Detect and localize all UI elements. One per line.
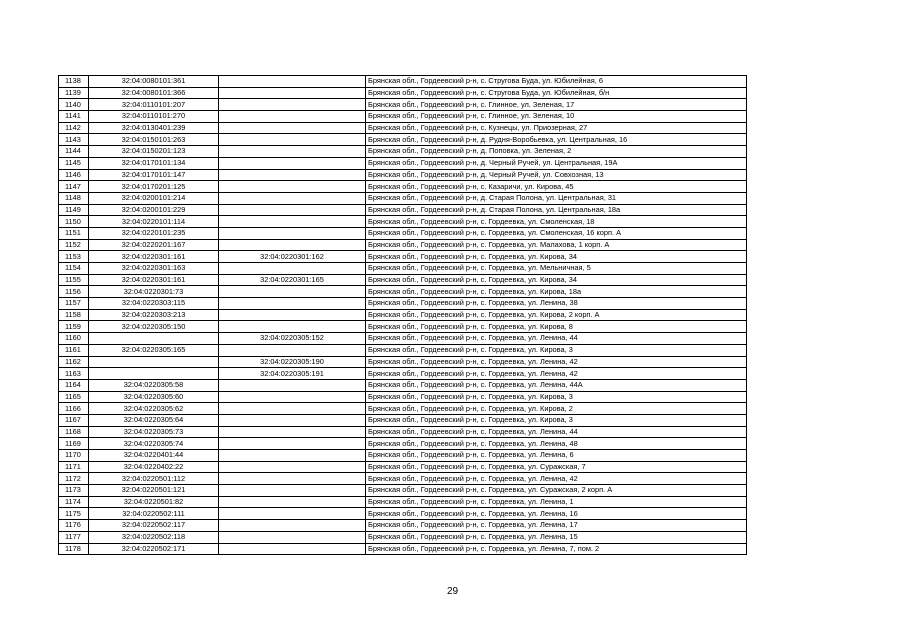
address-cell: Брянская обл., Гордеевский р-н, с. Гордеевка, ул. Ленина, 42 <box>366 473 747 485</box>
related-cadastral-number-cell <box>219 344 366 356</box>
row-number-cell: 1177 <box>59 531 89 543</box>
address-cell: Брянская обл., Гордеевский р-н, с. Гордеевка, ул. Ленина, 1 <box>366 496 747 508</box>
address-cell: Брянская обл., Гордеевский р-н, с. Гордеевка, ул. Ленина, 44 <box>366 333 747 345</box>
table-row <box>59 473 747 485</box>
address-cell: Брянская обл., Гордеевский р-н, с. Гордеевка, ул. Кирова, 34 <box>366 274 747 286</box>
table-row <box>59 508 747 520</box>
related-cadastral-number-cell <box>219 414 366 426</box>
row-number-cell: 1167 <box>59 414 89 426</box>
cadastral-number-cell: 32:04:0220201:167 <box>89 239 219 251</box>
address-cell: Брянская обл., Гордеевский р-н, с. Гордеевка, ул. Ленина, 44А <box>366 379 747 391</box>
address-cell: Брянская обл., Гордеевский р-н, с. Гордеевка, ул. Суражская, 2 корп. А <box>366 485 747 497</box>
cadastral-number-cell <box>89 356 219 368</box>
row-number-cell: 1166 <box>59 403 89 415</box>
address-cell: Брянская обл., Гордеевский р-н, с. Гордеевка, ул. Ленина, 17 <box>366 520 747 532</box>
row-number-cell: 1173 <box>59 485 89 497</box>
cadastral-number-cell: 32:04:0080101:366 <box>89 87 219 99</box>
address-cell: Брянская обл., Гордеевский р-н, с. Гордеевка, ул. Кирова, 8 <box>366 321 747 333</box>
table-row <box>59 344 747 356</box>
cadastral-number-cell <box>89 368 219 380</box>
table-row <box>59 520 747 532</box>
cadastral-number-cell: 32:04:0110101:207 <box>89 99 219 111</box>
related-cadastral-number-cell <box>219 263 366 275</box>
cadastral-number-cell: 32:04:0220301:163 <box>89 263 219 275</box>
cadastral-number-cell: 32:04:0220501:112 <box>89 473 219 485</box>
table-row <box>59 263 747 275</box>
cadastral-number-cell: 32:04:0220305:62 <box>89 403 219 415</box>
address-cell: Брянская обл., Гордеевский р-н, с. Гордеевка, ул. Суражская, 7 <box>366 461 747 473</box>
related-cadastral-number-cell <box>219 204 366 216</box>
address-cell: Брянская обл., Гордеевский р-н, с. Кузнецы, ул. Приозерная, 27 <box>366 122 747 134</box>
related-cadastral-number-cell <box>219 169 366 181</box>
table-row <box>59 157 747 169</box>
address-cell: Брянская обл., Гордеевский р-н, с. Гордеевка, ул. Ленина, 42 <box>366 356 747 368</box>
cadastral-number-cell: 32:04:0220303:115 <box>89 298 219 310</box>
table-row <box>59 146 747 158</box>
row-number-cell: 1172 <box>59 473 89 485</box>
related-cadastral-number-cell <box>219 111 366 123</box>
cadastral-number-cell: 32:04:0220305:60 <box>89 391 219 403</box>
related-cadastral-number-cell <box>219 239 366 251</box>
related-cadastral-number-cell <box>219 520 366 532</box>
table-row <box>59 450 747 462</box>
related-cadastral-number-cell: 32:04:0220305:152 <box>219 333 366 345</box>
address-cell: Брянская обл., Гордеевский р-н, д. Рудня-Воробьевка, ул. Центральная, 16 <box>366 134 747 146</box>
related-cadastral-number-cell <box>219 473 366 485</box>
table-row <box>59 274 747 286</box>
table-row <box>59 122 747 134</box>
table-row <box>59 239 747 251</box>
address-cell: Брянская обл., Гордеевский р-н, с. Стругова Буда, ул. Юбилейная, 6 <box>366 76 747 88</box>
row-number-cell: 1143 <box>59 134 89 146</box>
address-cell: Брянская обл., Гордеевский р-н, с. Глинное, ул. Зеленая, 17 <box>366 99 747 111</box>
table-row <box>59 134 747 146</box>
cadastral-number-cell: 32:04:0220502:111 <box>89 508 219 520</box>
address-cell: Брянская обл., Гордеевский р-н, с. Стругова Буда, ул. Юбилейная, б/н <box>366 87 747 99</box>
address-cell: Брянская обл., Гордеевский р-н, с. Гордеевка, ул. Ленина, 42 <box>366 368 747 380</box>
address-cell: Брянская обл., Гордеевский р-н, с. Гордеевка, ул. Ленина, 15 <box>366 531 747 543</box>
cadastral-number-cell: 32:04:0220101:235 <box>89 227 219 239</box>
address-cell: Брянская обл., Гордеевский р-н, с. Гордеевка, ул. Ленина, 7, пом. 2 <box>366 543 747 555</box>
address-cell: Брянская обл., Гордеевский р-н, с. Гордеевка, ул. Ленина, 44 <box>366 426 747 438</box>
address-cell: Брянская обл., Гордеевский р-н, д. Поповка, ул. Зеленая, 2 <box>366 146 747 158</box>
cadastral-number-cell: 32:04:0220305:58 <box>89 379 219 391</box>
cadastral-number-cell: 32:04:0130401:239 <box>89 122 219 134</box>
table-row <box>59 496 747 508</box>
row-number-cell: 1142 <box>59 122 89 134</box>
address-cell: Брянская обл., Гордеевский р-н, с. Гордеевка, ул. Ленина, 6 <box>366 450 747 462</box>
table-row <box>59 403 747 415</box>
row-number-cell: 1151 <box>59 227 89 239</box>
row-number-cell: 1154 <box>59 263 89 275</box>
cadastral-number-cell: 32:04:0170201:125 <box>89 181 219 193</box>
cadastral-number-cell: 32:04:0220402:22 <box>89 461 219 473</box>
table-row <box>59 543 747 555</box>
cadastral-number-cell: 32:04:0220401:44 <box>89 450 219 462</box>
cadastral-number-cell: 32:04:0080101:361 <box>89 76 219 88</box>
related-cadastral-number-cell <box>219 379 366 391</box>
cadastral-number-cell: 32:04:0220305:74 <box>89 438 219 450</box>
row-number-cell: 1164 <box>59 379 89 391</box>
table-row <box>59 227 747 239</box>
row-number-cell: 1176 <box>59 520 89 532</box>
row-number-cell: 1168 <box>59 426 89 438</box>
row-number-cell: 1153 <box>59 251 89 263</box>
related-cadastral-number-cell <box>219 496 366 508</box>
address-cell: Брянская обл., Гордеевский р-н, с. Гордеевка, ул. Кирова, 3 <box>366 344 747 356</box>
related-cadastral-number-cell <box>219 134 366 146</box>
address-cell: Брянская обл., Гордеевский р-н, с. Гордеевка, ул. Кирова, 3 <box>366 391 747 403</box>
cadastral-number-cell: 32:04:0200101:229 <box>89 204 219 216</box>
table-row <box>59 204 747 216</box>
cadastral-number-cell: 32:04:0220305:64 <box>89 414 219 426</box>
row-number-cell: 1149 <box>59 204 89 216</box>
related-cadastral-number-cell <box>219 181 366 193</box>
related-cadastral-number-cell <box>219 543 366 555</box>
row-number-cell: 1158 <box>59 309 89 321</box>
page-number: 29 <box>446 586 459 597</box>
table-row <box>59 99 747 111</box>
related-cadastral-number-cell <box>219 298 366 310</box>
table-row <box>59 251 747 263</box>
related-cadastral-number-cell <box>219 531 366 543</box>
cadastral-number-cell: 32:04:0220305:150 <box>89 321 219 333</box>
table-row <box>59 181 747 193</box>
related-cadastral-number-cell <box>219 192 366 204</box>
cadastral-number-cell: 32:04:0200101:214 <box>89 192 219 204</box>
row-number-cell: 1138 <box>59 76 89 88</box>
row-number-cell: 1161 <box>59 344 89 356</box>
related-cadastral-number-cell <box>219 227 366 239</box>
table-row <box>59 391 747 403</box>
related-cadastral-number-cell: 32:04:0220305:191 <box>219 368 366 380</box>
cadastral-number-cell: 32:04:0220301:161 <box>89 274 219 286</box>
address-cell: Брянская обл., Гордеевский р-н, с. Гордеевка, ул. Кирова, 2 корп. А <box>366 309 747 321</box>
table-row <box>59 531 747 543</box>
cadastral-number-cell: 32:04:0220301:73 <box>89 286 219 298</box>
cadastral-number-cell: 32:04:0220305:73 <box>89 426 219 438</box>
address-cell: Брянская обл., Гордеевский р-н, с. Гордеевка, ул. Малахова, 1 корп. А <box>366 239 747 251</box>
related-cadastral-number-cell <box>219 87 366 99</box>
row-number-cell: 1147 <box>59 181 89 193</box>
related-cadastral-number-cell <box>219 146 366 158</box>
row-number-cell: 1139 <box>59 87 89 99</box>
row-number-cell: 1140 <box>59 99 89 111</box>
row-number-cell: 1178 <box>59 543 89 555</box>
related-cadastral-number-cell <box>219 286 366 298</box>
row-number-cell: 1144 <box>59 146 89 158</box>
cadastral-number-cell: 32:04:0150101:263 <box>89 134 219 146</box>
table-row <box>59 309 747 321</box>
address-cell: Брянская обл., Гордеевский р-н, с. Глинное, ул. Зеленая, 10 <box>366 111 747 123</box>
related-cadastral-number-cell <box>219 403 366 415</box>
address-cell: Брянская обл., Гордеевский р-н, с. Казаричи, ул. Кирова, 45 <box>366 181 747 193</box>
table-row <box>59 379 747 391</box>
row-number-cell: 1155 <box>59 274 89 286</box>
cadastral-number-cell: 32:04:0170101:147 <box>89 169 219 181</box>
row-number-cell: 1162 <box>59 356 89 368</box>
related-cadastral-number-cell <box>219 157 366 169</box>
related-cadastral-number-cell: 32:04:0220301:162 <box>219 251 366 263</box>
address-cell: Брянская обл., Гордеевский р-н, с. Гордеевка, ул. Кирова, 18а <box>366 286 747 298</box>
row-number-cell: 1150 <box>59 216 89 228</box>
related-cadastral-number-cell <box>219 216 366 228</box>
cadastral-number-cell: 32:04:0220502:117 <box>89 520 219 532</box>
table-row <box>59 111 747 123</box>
cadastral-number-cell: 32:04:0220101:114 <box>89 216 219 228</box>
registry-table <box>58 75 747 555</box>
table-row <box>59 216 747 228</box>
table-row <box>59 286 747 298</box>
address-cell: Брянская обл., Гордеевский р-н, с. Гордеевка, ул. Мельничная, 5 <box>366 263 747 275</box>
table-row <box>59 368 747 380</box>
row-number-cell: 1165 <box>59 391 89 403</box>
cadastral-number-cell: 32:04:0110101:270 <box>89 111 219 123</box>
cadastral-number-cell: 32:04:0220501:82 <box>89 496 219 508</box>
related-cadastral-number-cell <box>219 461 366 473</box>
address-cell: Брянская обл., Гордеевский р-н, с. Гордеевка, ул. Смоленская, 18 <box>366 216 747 228</box>
table-row <box>59 87 747 99</box>
related-cadastral-number-cell <box>219 99 366 111</box>
address-cell: Брянская обл., Гордеевский р-н, с. Гордеевка, ул. Смоленская, 16 корп. А <box>366 227 747 239</box>
row-number-cell: 1157 <box>59 298 89 310</box>
cadastral-number-cell: 32:04:0220502:118 <box>89 531 219 543</box>
address-cell: Брянская обл., Гордеевский р-н, д. Старая Полона, ул. Центральная, 18а <box>366 204 747 216</box>
table-row <box>59 321 747 333</box>
address-cell: Брянская обл., Гордеевский р-н, с. Гордеевка, ул. Ленина, 16 <box>366 508 747 520</box>
address-cell: Брянская обл., Гордеевский р-н, д. Черный Ручей, ул. Центральная, 19А <box>366 157 747 169</box>
address-cell: Брянская обл., Гордеевский р-н, с. Гордеевка, ул. Кирова, 3 <box>366 414 747 426</box>
address-cell: Брянская обл., Гордеевский р-н, с. Гордеевка, ул. Ленина, 48 <box>366 438 747 450</box>
related-cadastral-number-cell <box>219 122 366 134</box>
row-number-cell: 1169 <box>59 438 89 450</box>
cadastral-number-cell: 32:04:0170101:134 <box>89 157 219 169</box>
row-number-cell: 1145 <box>59 157 89 169</box>
table-row <box>59 76 747 88</box>
row-number-cell: 1163 <box>59 368 89 380</box>
row-number-cell: 1171 <box>59 461 89 473</box>
address-cell: Брянская обл., Гордеевский р-н, с. Гордеевка, ул. Кирова, 34 <box>366 251 747 263</box>
cadastral-number-cell <box>89 333 219 345</box>
address-cell: Брянская обл., Гордеевский р-н, д. Черный Ручей, ул. Совхозная, 13 <box>366 169 747 181</box>
row-number-cell: 1159 <box>59 321 89 333</box>
related-cadastral-number-cell <box>219 426 366 438</box>
address-cell: Брянская обл., Гордеевский р-н, с. Гордеевка, ул. Кирова, 2 <box>366 403 747 415</box>
table-row <box>59 333 747 345</box>
table-row <box>59 356 747 368</box>
cadastral-number-cell: 32:04:0220502:171 <box>89 543 219 555</box>
row-number-cell: 1175 <box>59 508 89 520</box>
cadastral-number-cell: 32:04:0220303:213 <box>89 309 219 321</box>
table-row <box>59 414 747 426</box>
related-cadastral-number-cell <box>219 321 366 333</box>
table-row <box>59 426 747 438</box>
table-row <box>59 485 747 497</box>
registry-table-body <box>59 76 747 555</box>
related-cadastral-number-cell <box>219 309 366 321</box>
table-row <box>59 438 747 450</box>
table-row <box>59 192 747 204</box>
cadastral-number-cell: 32:04:0220501:121 <box>89 485 219 497</box>
table-row <box>59 298 747 310</box>
cadastral-number-cell: 32:04:0220305:165 <box>89 344 219 356</box>
row-number-cell: 1148 <box>59 192 89 204</box>
row-number-cell: 1156 <box>59 286 89 298</box>
related-cadastral-number-cell <box>219 485 366 497</box>
related-cadastral-number-cell: 32:04:0220301:165 <box>219 274 366 286</box>
row-number-cell: 1170 <box>59 450 89 462</box>
table-row <box>59 169 747 181</box>
related-cadastral-number-cell <box>219 438 366 450</box>
related-cadastral-number-cell <box>219 76 366 88</box>
related-cadastral-number-cell <box>219 450 366 462</box>
related-cadastral-number-cell: 32:04:0220305:190 <box>219 356 366 368</box>
related-cadastral-number-cell <box>219 508 366 520</box>
cadastral-number-cell: 32:04:0150201:123 <box>89 146 219 158</box>
row-number-cell: 1141 <box>59 111 89 123</box>
cadastral-number-cell: 32:04:0220301:161 <box>89 251 219 263</box>
row-number-cell: 1152 <box>59 239 89 251</box>
address-cell: Брянская обл., Гордеевский р-н, с. Гордеевка, ул. Ленина, 38 <box>366 298 747 310</box>
row-number-cell: 1160 <box>59 333 89 345</box>
row-number-cell: 1174 <box>59 496 89 508</box>
related-cadastral-number-cell <box>219 391 366 403</box>
row-number-cell: 1146 <box>59 169 89 181</box>
table-row <box>59 461 747 473</box>
address-cell: Брянская обл., Гордеевский р-н, д. Старая Полона, ул. Центральная, 31 <box>366 192 747 204</box>
